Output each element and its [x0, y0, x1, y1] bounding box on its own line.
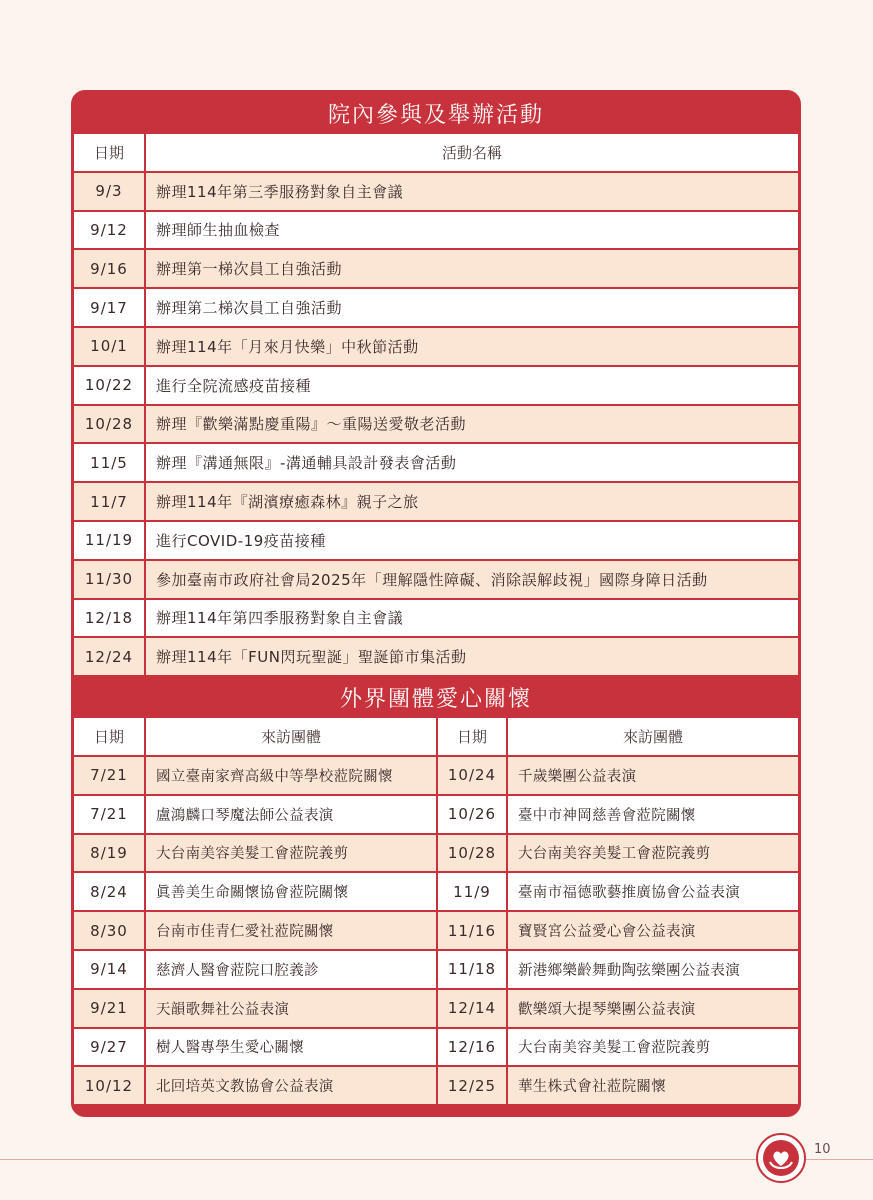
activities-panel	[71, 90, 801, 1117]
table-row	[74, 212, 798, 251]
header-org-left: 來訪團體	[146, 718, 438, 757]
row-org-right: 大台南美容美髮工會蒞院義剪	[508, 835, 798, 874]
row-org-left: 北回培英文教協會公益表演	[146, 1067, 438, 1106]
row-org-left: 大台南美容美髮工會蒞院義剪	[146, 835, 438, 874]
row-org-left: 天韻歌舞社公益表演	[146, 990, 438, 1029]
row-date-left: 7/21	[74, 757, 146, 796]
row-date: 9/17	[74, 289, 146, 328]
row-date-left: 8/19	[74, 835, 146, 874]
row-date-right: 10/28	[438, 835, 508, 874]
row-date: 9/16	[74, 250, 146, 289]
table-row	[74, 1067, 798, 1106]
table-row	[74, 173, 798, 212]
table-row	[74, 600, 798, 639]
row-date-left: 9/21	[74, 990, 146, 1029]
row-date: 9/3	[74, 173, 146, 212]
row-date-left: 7/21	[74, 796, 146, 835]
row-date-left: 8/24	[74, 873, 146, 912]
row-activity-name: 進行COVID-19疫苗接種	[146, 522, 798, 561]
row-org-left: 盧鴻麟口琴魔法師公益表演	[146, 796, 438, 835]
row-date-right: 11/18	[438, 951, 508, 990]
table-row	[74, 638, 798, 677]
row-date: 11/19	[74, 522, 146, 561]
table-row	[74, 444, 798, 483]
internal-activities-table	[74, 134, 798, 677]
row-date: 11/30	[74, 561, 146, 600]
row-date: 11/5	[74, 444, 146, 483]
row-org-left: 眞善美生命關懷協會蒞院關懷	[146, 873, 438, 912]
table-row	[74, 757, 798, 796]
heart-hands-icon	[756, 1133, 806, 1183]
row-org-left: 國立臺南家齊高級中等學校蒞院關懷	[146, 757, 438, 796]
row-date: 10/22	[74, 367, 146, 406]
row-date-right: 11/16	[438, 912, 508, 951]
header-date-right: 日期	[438, 718, 508, 757]
row-org-right: 寶賢宮公益愛心會公益表演	[508, 912, 798, 951]
row-date: 9/12	[74, 212, 146, 251]
row-org-right: 臺南市福德歌藝推廣協會公益表演	[508, 873, 798, 912]
row-date-right: 10/26	[438, 796, 508, 835]
row-org-right: 新港鄉樂齡舞動陶弦樂團公益表演	[508, 951, 798, 990]
section1-title: 院內參與及舉辦活動	[327, 103, 544, 128]
row-activity-name: 參加臺南市政府社會局2025年「理解隱性障礙、消除誤解歧視」國際身障日活動	[146, 561, 798, 600]
table-row	[74, 367, 798, 406]
row-date: 10/1	[74, 328, 146, 367]
row-activity-name: 辦理114年「月來月快樂」中秋節活動	[146, 328, 798, 367]
row-date-left: 8/30	[74, 912, 146, 951]
table-row	[74, 835, 798, 874]
table-row	[74, 250, 798, 289]
table-row	[74, 483, 798, 522]
row-date: 11/7	[74, 483, 146, 522]
row-date-left: 9/14	[74, 951, 146, 990]
table-row	[74, 289, 798, 328]
header-activity-name: 活動名稱	[146, 134, 798, 173]
row-activity-name: 進行全院流感疫苗接種	[146, 367, 798, 406]
row-org-right: 臺中市神岡慈善會蒞院關懷	[508, 796, 798, 835]
row-date-right: 12/16	[438, 1029, 508, 1068]
row-org-right: 華生株式會社蒞院關懷	[508, 1067, 798, 1106]
table-row	[74, 406, 798, 445]
row-activity-name: 辦理114年「FUN閃玩聖誕」聖誕節市集活動	[146, 638, 798, 677]
row-org-left: 台南市佳青仁愛社蒞院關懷	[146, 912, 438, 951]
row-activity-name: 辦理114年第四季服務對象自主會議	[146, 600, 798, 639]
table-row	[74, 990, 798, 1029]
table-row	[74, 1029, 798, 1068]
page-number: 10	[814, 1142, 831, 1157]
row-activity-name: 辦理『歡樂滿點慶重陽』～重陽送愛敬老活動	[146, 406, 798, 445]
table-row	[74, 873, 798, 912]
row-date-right: 11/9	[438, 873, 508, 912]
row-activity-name: 辦理師生抽血檢查	[146, 212, 798, 251]
row-activity-name: 辦理114年第三季服務對象自主會議	[146, 173, 798, 212]
row-activity-name: 辦理第一梯次員工自強活動	[146, 250, 798, 289]
row-org-right: 歡樂頌大提琴樂團公益表演	[508, 990, 798, 1029]
table-row	[74, 912, 798, 951]
header-org-right: 來訪團體	[508, 718, 798, 757]
row-org-left: 慈濟人醫會蒞院口腔義診	[146, 951, 438, 990]
row-activity-name: 辦理『溝通無限』-溝通輔具設計發表會活動	[146, 444, 798, 483]
row-activity-name: 辦理114年『湖濱療癒森林』親子之旅	[146, 483, 798, 522]
row-date-right: 12/14	[438, 990, 508, 1029]
row-date-left: 9/27	[74, 1029, 146, 1068]
row-date: 10/28	[74, 406, 146, 445]
row-date: 12/24	[74, 638, 146, 677]
row-activity-name: 辦理第二梯次員工自強活動	[146, 289, 798, 328]
table-row	[74, 796, 798, 835]
header-date: 日期	[74, 134, 146, 173]
table-row	[74, 951, 798, 990]
footer-divider	[0, 1159, 873, 1160]
row-date-left: 10/12	[74, 1067, 146, 1106]
row-date: 12/18	[74, 600, 146, 639]
row-date-right: 10/24	[438, 757, 508, 796]
table-row	[74, 522, 798, 561]
external-visits-table	[74, 718, 798, 1106]
section2-title: 外界團體愛心關懷	[339, 687, 532, 713]
row-org-left: 樹人醫專學生愛心關懷	[146, 1029, 438, 1068]
header-date-left: 日期	[74, 718, 146, 757]
table-row	[74, 561, 798, 600]
row-org-right: 大台南美容美髮工會蒞院義剪	[508, 1029, 798, 1068]
table-row	[74, 328, 798, 367]
row-date-right: 12/25	[438, 1067, 508, 1106]
row-org-right: 千歲樂團公益表演	[508, 757, 798, 796]
